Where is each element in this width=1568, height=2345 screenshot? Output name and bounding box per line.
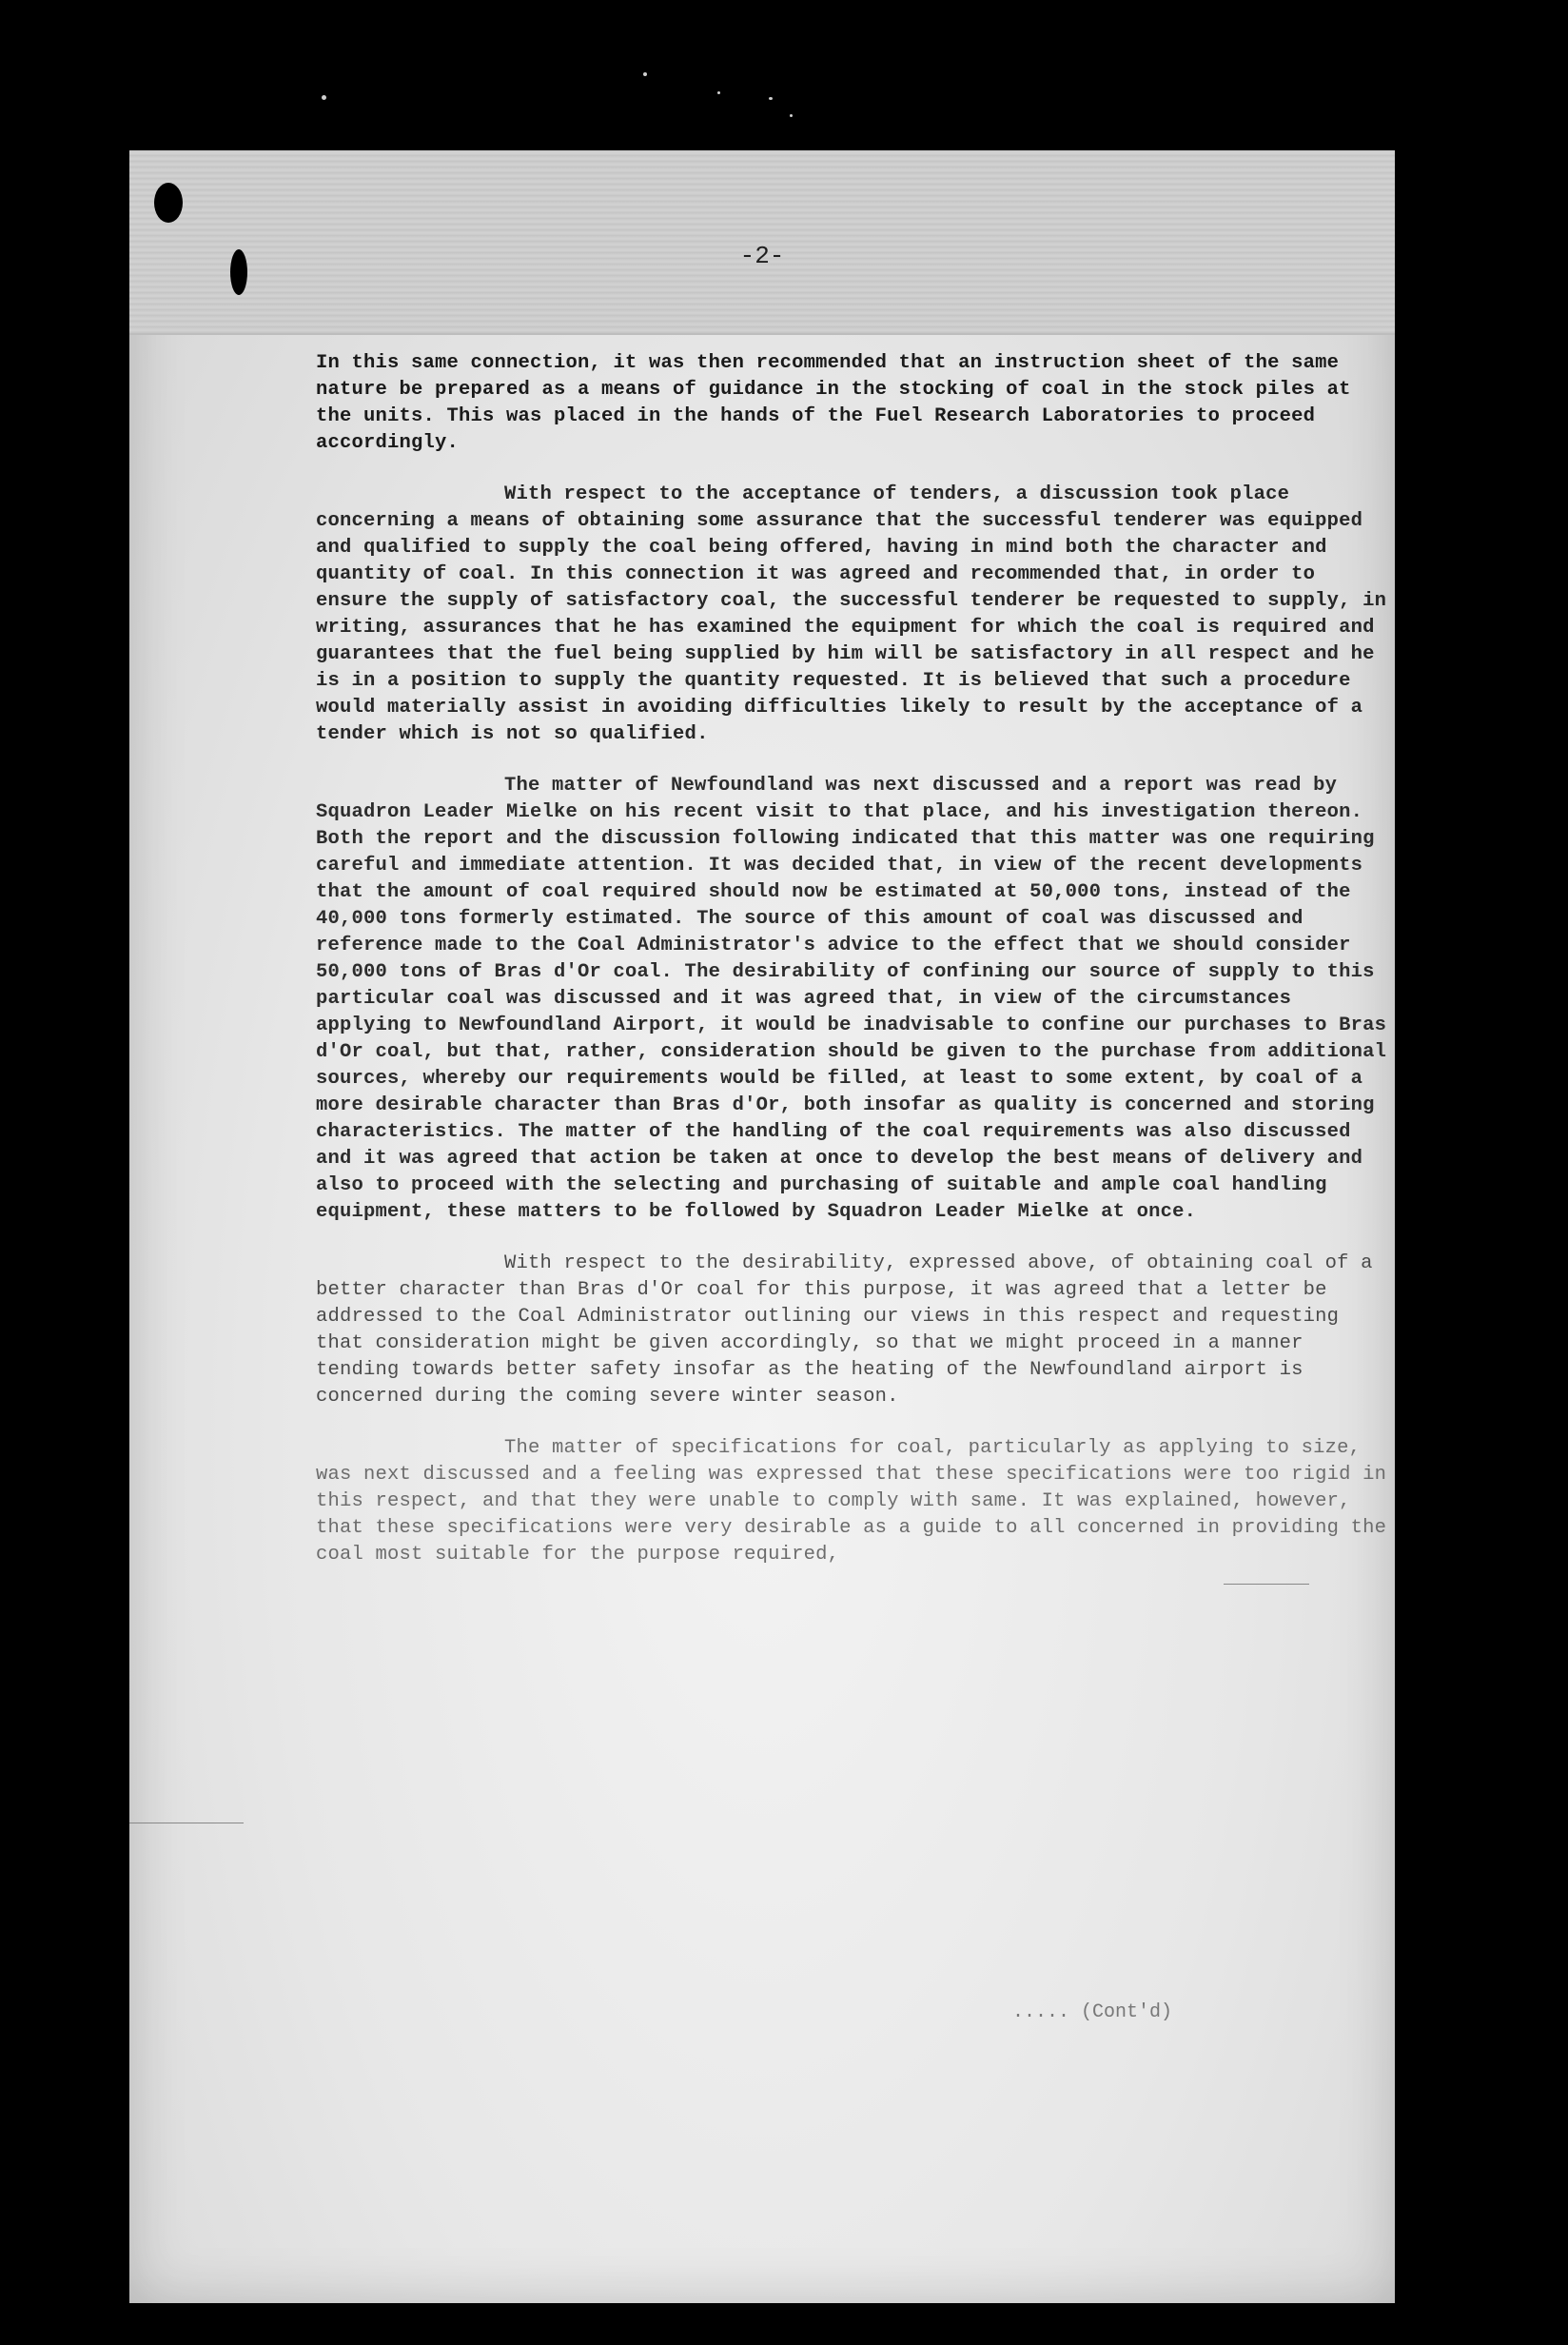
continued-note: ..... (Cont'd) — [1012, 2001, 1173, 2023]
dust-speck — [322, 95, 326, 100]
document-body — [316, 350, 1391, 1593]
page-header-band — [129, 150, 1395, 335]
paragraph-better-character: With respect to the desirability, expressed above, of obtaining coal of a better character than Bras d'Or coal for this purpose, it was agreed that a letter be addressed to the Coal Administrator outlining our views in this respect and requesting that consideration might be given accordingly, so that we might proceed in a manner tending towards better safety insofar as the heating of the Newfoundland airport is concerned during the coming severe winter season. — [316, 1252, 1373, 1408]
pencil-mark — [1224, 1584, 1309, 1585]
paragraph-acceptance-of-tenders: With respect to the acceptance of tenders, a discussion took place concerning a means of obtaining some assurance that the successful tenderer was equipped and qualified to supply the coal being offered, having in mind both the character and quantity of coal. In this connection it was agreed and recommended that, in order to ensure the supply of satisfactory coal, the successful tenderer be requested to supply, in writing, assurances that he has examined the equipment for which the coal is required and guarantees that the fuel being supplied by him will be satisfactory in all respect and he is in a position to supply the quantity requested. It is believed that such a procedure would materially assist in avoiding difficulties likely to result by the acceptance of a tender which is not so qualified. — [316, 483, 1387, 745]
punch-hole — [154, 183, 183, 223]
dust-speck — [790, 114, 793, 117]
paragraph-specifications: The matter of specifications for coal, particularly as applying to size, was next discussed and a feeling was expressed that these specifications were too rigid in this respect, and that they were unable to comply with same. It was explained, however, that these specifications were very desirable as a guide to all concerned in providing the coal most suitable for the purpose required, — [316, 1437, 1387, 1566]
dust-speck — [769, 97, 773, 100]
document-page — [129, 150, 1395, 2303]
paragraph-newfoundland: The matter of Newfoundland was next discussed and a report was read by Squadron Leader Mielke on his recent visit to that place, and his investigation thereon. Both the report and the discussion following indicated that this matter was one requiring careful and immediate attention. It was decided that, in view of the recent developments that the amount of coal required should now be estimated at 50,000 tons, instead of the 40,000 tons formerly estimated. The source of this amount of coal was discussed and reference made to the Coal Administrator's advice to the effect that we should consider 50,000 tons of Bras d'Or coal. The desirability of confining our source of supply to this particular coal was discussed and it was agreed that, in view of the circumstances applying to Newfoundland Airport, it would be inadvisable to confine our purchases to Bras d'Or coal, but that, rather, consideration should be given to the purchase from additional sources, whereby our requirements would be filled, at least to some extent, by coal of a more desirable character than Bras d'Or, both insofar as quality is concerned and storing characteristics. The matter of the handling of the coal requirements was also discussed and it was agreed that action be taken at once to develop the best means of delivery and also to proceed with the selecting and purchasing of suitable and ample coal handling equipment, these matters to be followed by Squadron Leader Mielke at once. — [316, 775, 1387, 1223]
dust-speck — [643, 72, 647, 76]
page-number: -2- — [739, 242, 785, 270]
dust-speck — [717, 91, 720, 94]
paragraph-instruction-sheet: In this same connection, it was then recommended that an instruction sheet of the same nature be prepared as a means of guidance in the stocking of coal in the stock piles at the units. This was placed in the hands of the Fuel Research Laboratories to proceed accordingly. — [316, 352, 1351, 454]
